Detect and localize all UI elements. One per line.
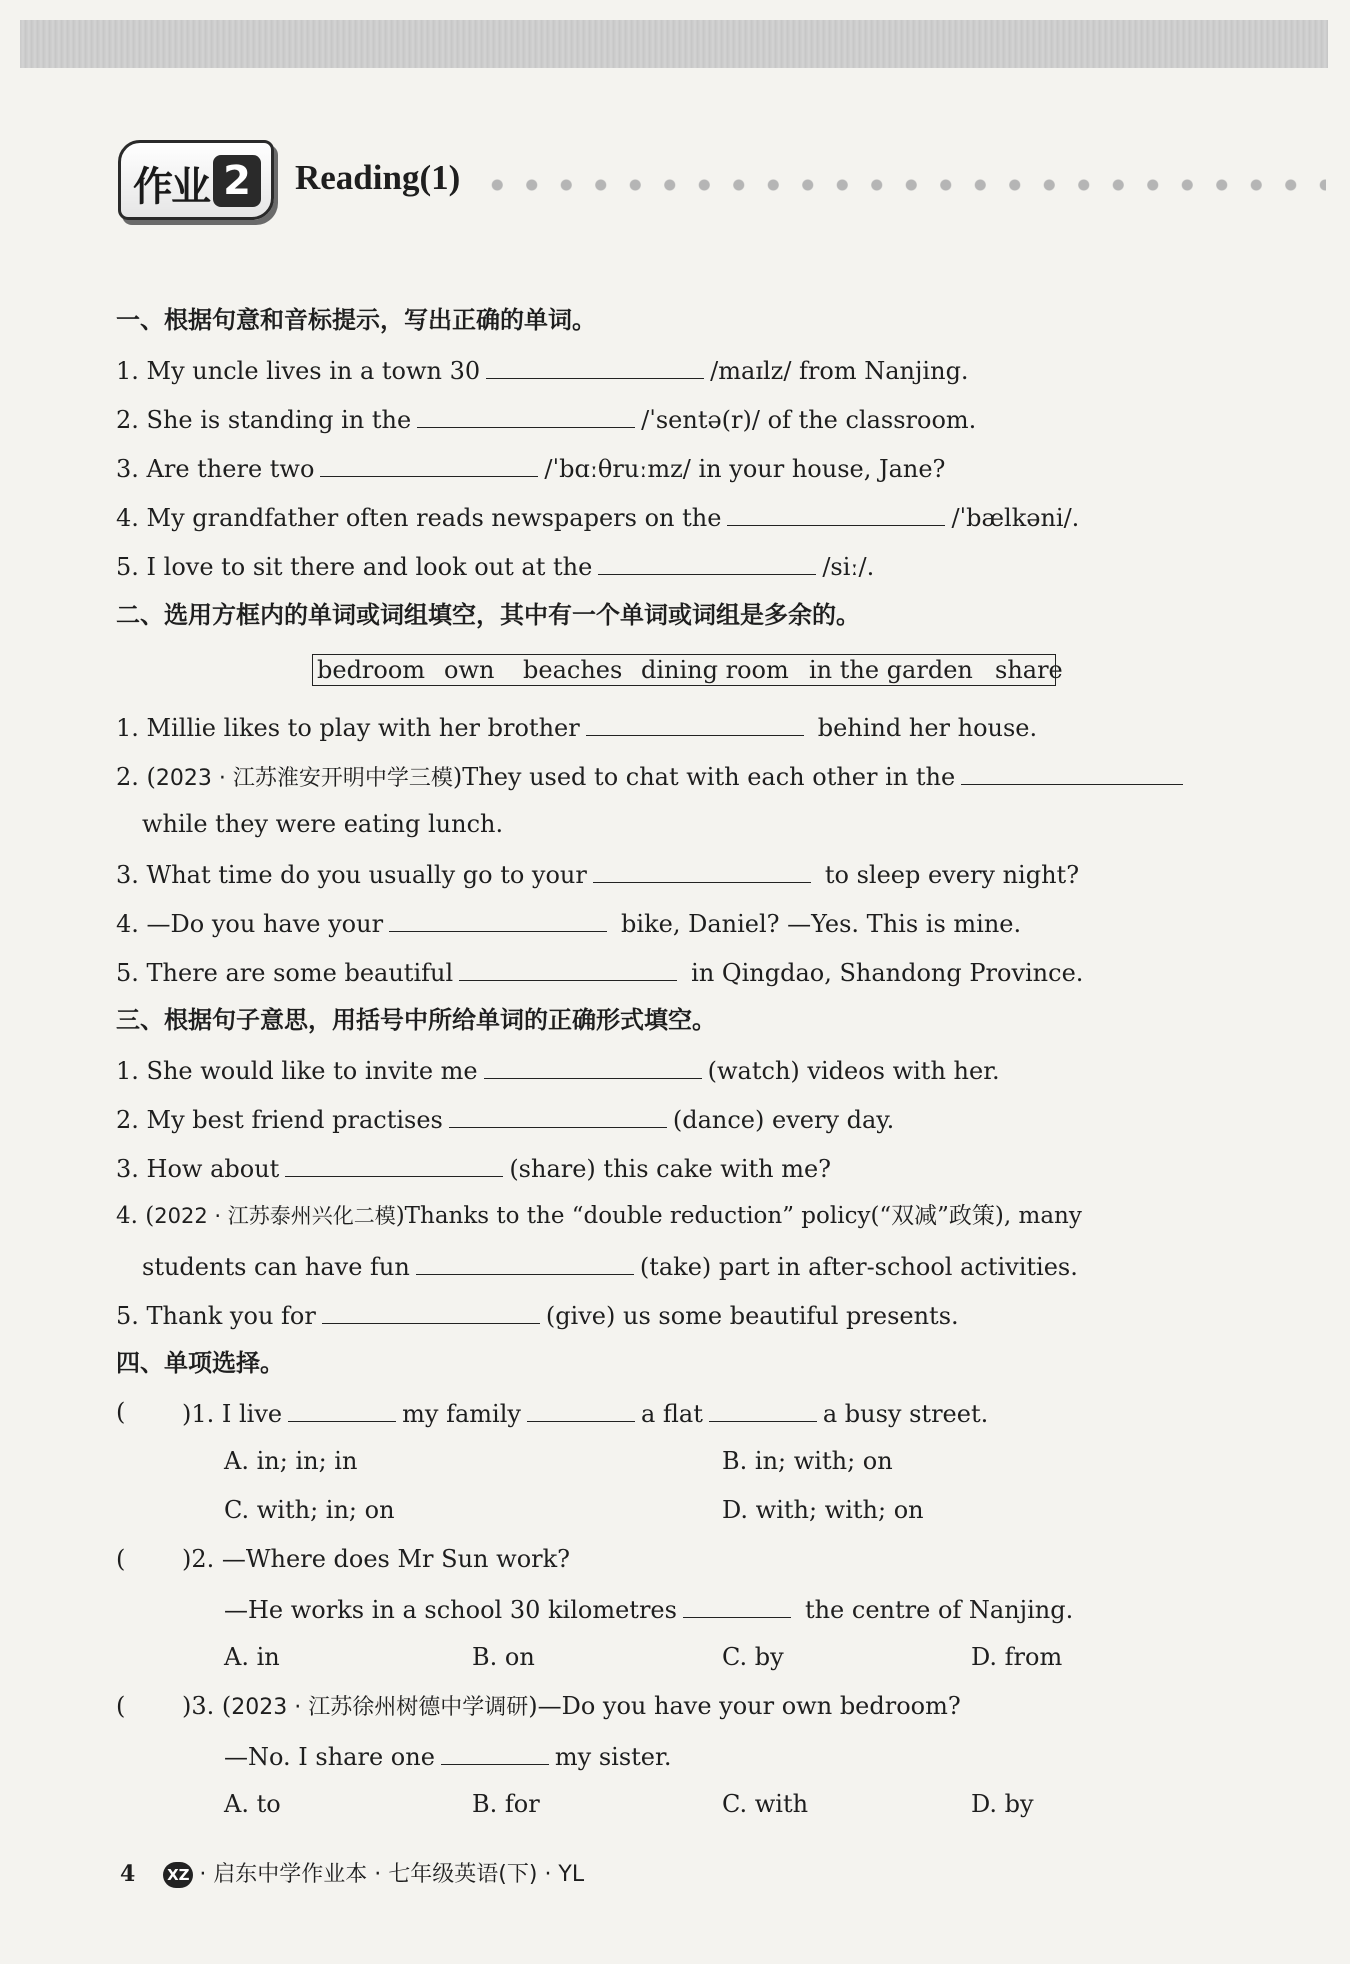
s2-item-5-before: 5. There are some beautiful	[116, 959, 454, 987]
s1-item-5	[116, 550, 874, 582]
answer-blank[interactable]	[727, 501, 945, 526]
s4-q1-part3: a busy street.	[822, 1400, 989, 1428]
footer-text: · 启东中学作业本 · 七年级英语(下) · YL	[199, 1862, 585, 1887]
s4-q3-option-d[interactable]: D. by	[971, 1790, 1034, 1818]
s1-item-3	[116, 452, 945, 484]
section3-heading: 三、根据句子意思，用括号中所给单词的正确形式填空。	[116, 1006, 716, 1034]
answer-blank[interactable]	[486, 354, 704, 379]
page-footer	[120, 1857, 584, 1888]
page-title: Reading(1)	[295, 158, 461, 197]
s4-q2-option-d[interactable]: D. from	[971, 1643, 1063, 1671]
badge-number: 2	[213, 155, 261, 207]
answer-paren[interactable]: (	[116, 1545, 126, 1573]
s4-q1	[182, 1397, 988, 1429]
word-box	[312, 654, 1063, 686]
s4-q2-line2-before: —He works in a school 30 kilometres	[224, 1596, 677, 1624]
dotted-rule	[480, 178, 1326, 192]
s2-item-3	[116, 858, 1079, 890]
answer-blank[interactable]	[527, 1397, 635, 1422]
answer-blank[interactable]	[322, 1299, 540, 1324]
s4-q3-num: )3. (	[182, 1692, 232, 1720]
s4-q1-option-d[interactable]: D. with; with; on	[722, 1496, 924, 1524]
answer-blank[interactable]	[593, 858, 811, 883]
section1-heading: 一、根据句意和音标提示，写出正确的单词。	[116, 306, 596, 334]
s3-item-1-before: 1. She would like to invite me	[116, 1057, 478, 1085]
assignment-badge	[118, 140, 274, 220]
s3-item-3	[116, 1152, 831, 1184]
s4-q1-option-b[interactable]: B. in; with; on	[722, 1447, 893, 1475]
s1-item-4-before: 4. My grandfather often reads newspapers on the	[116, 504, 722, 532]
s4-q3-line2	[224, 1740, 671, 1772]
answer-blank[interactable]	[683, 1593, 791, 1618]
s4-q3-stem	[182, 1691, 961, 1723]
word-beaches: beaches	[523, 656, 623, 684]
scan-top-band	[20, 20, 1328, 68]
s3-item-2-after: (dance) every day.	[672, 1106, 895, 1134]
badge-label: 作业	[133, 164, 209, 210]
s2-item-1-after: behind her house.	[817, 714, 1038, 742]
section4-heading: 四、单项选择。	[116, 1349, 284, 1377]
s2-item-2-cont: while they were eating lunch.	[142, 810, 504, 838]
s2-item-4-after: bike, Daniel? —Yes. This is mine.	[621, 910, 1022, 938]
s3-item-3-after: (share) this cake with me?	[509, 1155, 832, 1183]
s1-item-1-after: /maɪlz/ from Nanjing.	[710, 357, 969, 385]
s1-item-1	[116, 354, 969, 386]
s1-item-3-before: 3. Are there two	[116, 455, 315, 483]
answer-blank[interactable]	[709, 1397, 817, 1422]
s4-q2-option-a[interactable]: A. in	[224, 1643, 280, 1671]
s2-item-5-after: in Qingdao, Shandong Province.	[691, 959, 1084, 987]
s4-q2-stem: )2. —Where does Mr Sun work?	[182, 1545, 571, 1573]
s3-item-4-cont-before: students can have fun	[142, 1253, 410, 1281]
s3-item-1-after: (watch) videos with her.	[707, 1057, 1000, 1085]
s3-item-4-text: )Thanks to the “double reduction” policy(“双减”政策), many	[395, 1203, 1082, 1229]
answer-paren[interactable]: (	[116, 1692, 126, 1720]
s4-q3-line2-before: —No. I share one	[224, 1743, 435, 1771]
word-own: own	[444, 656, 495, 684]
s4-q2-line2-after: the centre of Nanjing.	[804, 1596, 1074, 1624]
answer-blank[interactable]	[389, 907, 607, 932]
s4-q3-option-c[interactable]: C. with	[722, 1790, 809, 1818]
s2-item-1-before: 1. Millie likes to play with her brother	[116, 714, 580, 742]
s2-item-4	[116, 907, 1021, 939]
answer-blank[interactable]	[285, 1152, 503, 1177]
s2-item-4-before: 4. —Do you have your	[116, 910, 384, 938]
s3-item-3-before: 3. How about	[116, 1155, 280, 1183]
answer-blank[interactable]	[417, 403, 635, 428]
s3-item-5-before: 5. Thank you for	[116, 1302, 316, 1330]
s2-item-2	[116, 760, 1189, 794]
s2-item-2-source: 2023 · 江苏淮安开明中学三模	[155, 766, 453, 791]
answer-blank[interactable]	[484, 1054, 702, 1079]
answer-blank[interactable]	[586, 711, 804, 736]
s3-item-4-source: 2022 · 江苏泰州兴化二模	[154, 1204, 396, 1228]
s4-q1-part2: a flat	[640, 1400, 703, 1428]
s1-item-2-after: /ˈsentə(r)/ of the classroom.	[641, 406, 977, 434]
s4-q1-option-c[interactable]: C. with; in; on	[224, 1496, 395, 1524]
s3-item-1	[116, 1054, 1000, 1086]
s3-item-4-cont-after: (take) part in after-school activities.	[639, 1253, 1078, 1281]
s1-item-4	[116, 501, 1079, 533]
s4-q3-option-b[interactable]: B. for	[472, 1790, 540, 1818]
word-share: share	[995, 656, 1063, 684]
answer-blank[interactable]	[320, 452, 538, 477]
s4-q2-option-c[interactable]: C. by	[722, 1643, 784, 1671]
answer-paren[interactable]: (	[116, 1398, 126, 1426]
s4-q3-option-a[interactable]: A. to	[224, 1790, 281, 1818]
s1-item-2-before: 2. She is standing in the	[116, 406, 412, 434]
s3-item-2	[116, 1103, 894, 1135]
page-number: 4	[120, 1861, 136, 1887]
s2-item-5	[116, 956, 1083, 988]
answer-blank[interactable]	[288, 1397, 396, 1422]
answer-blank[interactable]	[459, 956, 677, 981]
answer-blank[interactable]	[961, 760, 1183, 785]
s1-item-5-after: /siː/.	[822, 553, 875, 581]
s4-q3-source: 2023 · 江苏徐州树德中学调研	[231, 1695, 529, 1720]
answer-blank[interactable]	[449, 1103, 667, 1128]
word-in-the-garden: in the garden	[809, 656, 973, 684]
s4-q1-stem: )1. I live	[182, 1400, 283, 1428]
word-dining-room: dining room	[641, 656, 789, 684]
s3-item-5	[116, 1299, 959, 1331]
s2-item-3-before: 3. What time do you usually go to your	[116, 861, 587, 889]
s2-item-3-after: to sleep every night?	[824, 861, 1080, 889]
s3-item-4	[116, 1201, 1082, 1231]
publisher-logo-icon: XZ	[163, 1862, 193, 1888]
s4-q3-line2-after: my sister.	[554, 1743, 672, 1771]
s4-q3-text: )—Do you have your own bedroom?	[528, 1692, 961, 1720]
s1-item-4-after: /ˈbælkəni/.	[951, 504, 1080, 532]
word-bedroom: bedroom	[317, 656, 426, 684]
s4-q2-line2	[224, 1593, 1073, 1625]
s2-item-1	[116, 711, 1037, 743]
s4-q2-option-b[interactable]: B. on	[472, 1643, 535, 1671]
s3-item-4-cont	[142, 1250, 1078, 1282]
s1-item-5-before: 5. I love to sit there and look out at the	[116, 553, 593, 581]
s2-item-2-text: )They used to chat with each other in the	[452, 763, 956, 791]
s3-item-2-before: 2. My best friend practises	[116, 1106, 443, 1134]
answer-blank[interactable]	[441, 1740, 549, 1765]
s4-q1-option-a[interactable]: A. in; in; in	[224, 1447, 358, 1475]
s3-item-4-before: 4. (	[116, 1203, 155, 1229]
s1-item-3-after: /ˈbɑːθruːmz/ in your house, Jane?	[544, 455, 946, 483]
s1-item-1-before: 1. My uncle lives in a town 30	[116, 357, 481, 385]
s4-q1-part1: my family	[402, 1400, 521, 1428]
s2-item-2-before: 2. (	[116, 763, 156, 791]
answer-blank[interactable]	[598, 550, 816, 575]
answer-blank[interactable]	[416, 1250, 634, 1275]
s3-item-5-after: (give) us some beautiful presents.	[545, 1302, 959, 1330]
s1-item-2	[116, 403, 976, 435]
section2-heading: 二、选用方框内的单词或词组填空，其中有一个单词或词组是多余的。	[116, 601, 860, 629]
